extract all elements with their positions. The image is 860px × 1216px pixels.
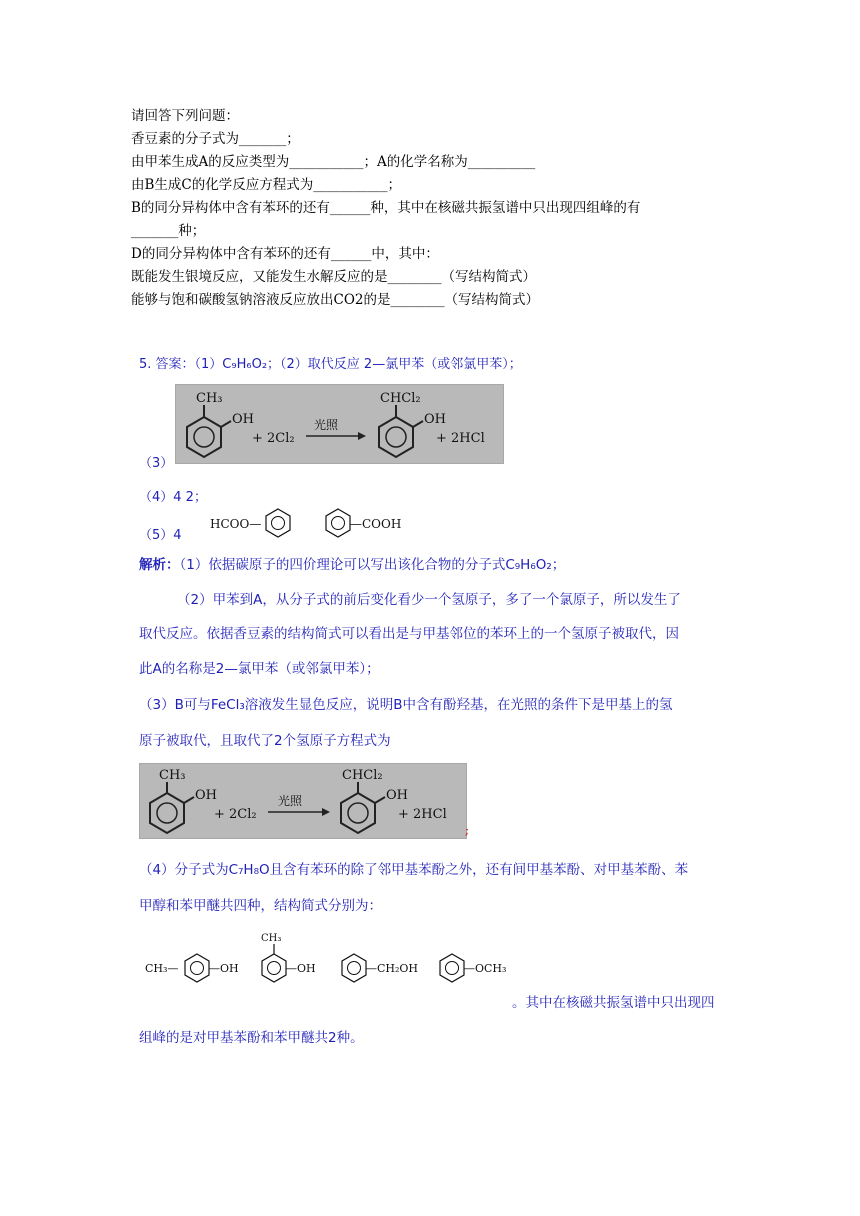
benzene-circle — [348, 803, 368, 823]
benzene-ring — [266, 509, 290, 537]
product-group: CHCl₂ — [342, 768, 383, 783]
svg-text:HCOO—: HCOO— — [210, 517, 262, 531]
answer-item-4: （4）4 2； — [139, 490, 207, 505]
byproduct: + 2HCl — [436, 431, 485, 446]
reaction-image-1 — [175, 384, 504, 464]
structure-p-cresol — [145, 952, 245, 984]
question-line: 由甲苯生成A的反应类型为___________；A的化学名称为__________ — [131, 154, 536, 170]
byproduct: + 2HCl — [398, 807, 447, 822]
question-line: 既能发生银境反应，又能发生水解反应的是________（写结构简式） — [131, 269, 536, 285]
benzene-circle — [191, 962, 204, 975]
answer-line-1: 5. 答案：（1）C₉H₆O₂；（2）取代反应 2—氯甲苯（或邻氯甲苯）； — [139, 357, 522, 372]
benzene-ring — [341, 793, 375, 833]
analysis-para-2-line-3: 此A的名称是2—氯甲苯（或邻氯甲苯）； — [139, 661, 380, 677]
reactant-group: CH₃ — [159, 768, 186, 783]
reactant-oh: OH — [232, 412, 254, 427]
benzene-ring — [379, 417, 413, 457]
trailing-semicolon: ; — [465, 823, 470, 837]
reactant-group: CH₃ — [196, 391, 223, 406]
reagent: + 2Cl₂ — [252, 431, 295, 446]
structure-anisole — [436, 952, 526, 984]
condition: 光照 — [278, 794, 303, 808]
question-intro: 请回答下列问题： — [131, 108, 239, 124]
question-line: 由B生成C的化学反应方程式为___________； — [131, 177, 401, 193]
analysis-para-1: 解析：（1）依据碳原子的四价理论可以写出该化合物的分子式C₉H₆O₂； — [139, 557, 566, 573]
benzene-circle — [348, 962, 361, 975]
benzene-circle — [446, 962, 459, 975]
question-line: B的同分异构体中含有苯环的还有______种，其中在核磁共振氢谱中只出现四组峰的有 — [131, 200, 641, 216]
analysis-para-2-line-1: （2）甲苯到A，从分子式的前后变化看少一个氢原子，多了一个氯原子，所以发生了 — [177, 592, 681, 608]
benzene-circle — [386, 427, 406, 447]
condition: 光照 — [314, 418, 339, 432]
svg-text:—OH: —OH — [209, 962, 239, 975]
benzene-ring — [440, 954, 464, 982]
svg-text:CH₃: CH₃ — [261, 933, 282, 944]
reaction-image-2 — [139, 763, 470, 839]
benzene-circle — [194, 427, 214, 447]
product-oh: OH — [386, 788, 408, 803]
question-line: 能够与饱和碳酸氢钠溶液反应放出CO2的是________（写结构简式） — [131, 292, 539, 308]
analysis-para-2-line-2: 取代反应。依据香豆素的结构简式可以看出是与甲基邻位的苯环上的一个氢原子被取代，因 — [139, 626, 679, 642]
svg-text:—OCH₃: —OCH₃ — [464, 962, 507, 975]
structure-m-cresol — [258, 930, 328, 984]
benzene-ring — [150, 793, 184, 833]
svg-text:CH₃—: CH₃— — [145, 962, 179, 975]
analysis-para-3-line-1: （3）B可与FeCl₃溶液发生显色反应，说明B中含有酚羟基，在光照的条件下是甲基上的氢 — [139, 697, 673, 713]
svg-text:—COOH: —COOH — [350, 517, 402, 531]
benzene-ring — [342, 954, 366, 982]
question-line: _______种； — [131, 223, 206, 239]
reactant-oh: OH — [195, 788, 217, 803]
product-oh: OH — [424, 412, 446, 427]
benzene-circle — [268, 962, 281, 975]
benzene-ring — [185, 954, 209, 982]
question-line: 香豆素的分子式为_______； — [131, 131, 300, 147]
analysis-label: 解析： — [139, 557, 180, 573]
benzene-circle — [157, 803, 177, 823]
analysis-para-4-line-4: 组峰的是对甲基苯酚和苯甲醚共2种。 — [139, 1030, 364, 1046]
product-group: CHCl₂ — [380, 391, 421, 406]
answer-item-5-label: （5）4 — [139, 528, 182, 543]
svg-text:—OH: —OH — [286, 962, 316, 975]
structure-benzoic-acid — [322, 508, 422, 538]
benzene-circle — [272, 517, 285, 530]
structure-benzyl-alcohol — [338, 952, 428, 984]
structure-phenyl-formate — [210, 508, 310, 538]
answer-item-3-label: （3） — [139, 456, 174, 471]
benzene-ring — [326, 509, 350, 537]
analysis-para-4-line-2: 甲醇和苯甲醚共四种，结构简式分别为： — [139, 898, 382, 914]
question-line: D的同分异构体中含有苯环的还有______中，其中： — [131, 246, 439, 262]
benzene-ring — [187, 417, 221, 457]
benzene-ring — [262, 954, 286, 982]
svg-text:—CH₂OH: —CH₂OH — [366, 962, 419, 975]
analysis-para-3-line-2: 原子被取代，且取代了2个氢原子方程式为 — [139, 733, 391, 749]
reagent: + 2Cl₂ — [214, 807, 257, 822]
analysis-para-4-line-3: 。其中在核磁共振氢谱中只出现四 — [512, 995, 715, 1011]
benzene-circle — [332, 517, 345, 530]
analysis-para-4-line-1: （4）分子式为C₇H₈O且含有苯环的除了邻甲基苯酚之外，还有间甲基苯酚、对甲基苯酚、苯 — [139, 862, 689, 878]
